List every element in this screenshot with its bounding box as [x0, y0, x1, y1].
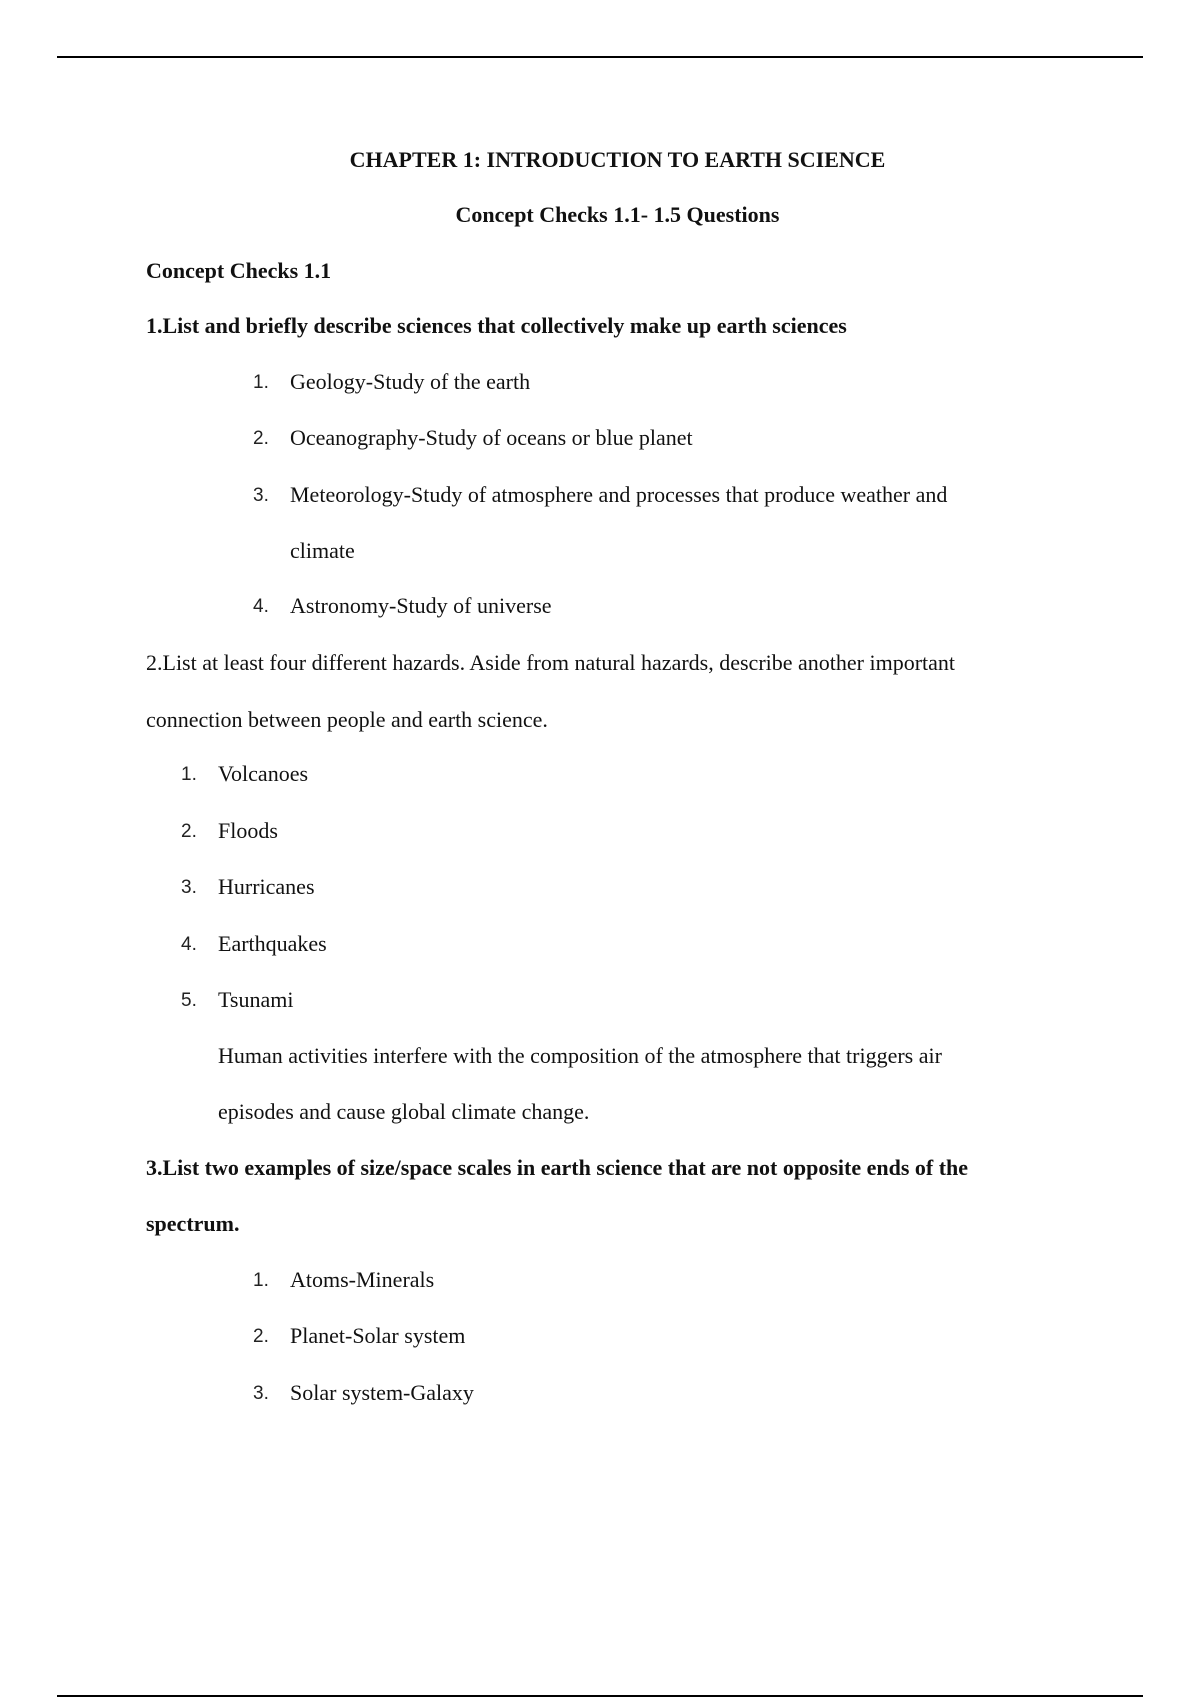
list-item-text: Atoms-Minerals [290, 1267, 435, 1292]
list-item-number: 1. [253, 1270, 269, 1291]
list-item-text: Hurricanes [218, 874, 315, 899]
list-item-number: 2. [253, 1326, 269, 1347]
list-item-number: 2. [181, 821, 197, 842]
chapter-title: CHAPTER 1: INTRODUCTION TO EARTH SCIENCE [349, 147, 886, 172]
list-item-number: 4. [253, 596, 269, 617]
list-item-text: Geology-Study of the earth [290, 369, 531, 394]
bottom-rule [57, 1695, 1143, 1697]
q2-note-line-1: Human activities interfere with the composition of the atmosphere that triggers air [218, 1043, 942, 1068]
list-item-text: Volcanoes [218, 761, 309, 786]
list-item-text: Earthquakes [218, 931, 327, 956]
q2-note-line-2: episodes and cause global climate change. [218, 1099, 590, 1124]
question-1: 1.List and briefly describe sciences that collectively make up earth sciences [146, 313, 847, 338]
list-item-number: 3. [181, 877, 197, 898]
section-heading: Concept Checks 1.1 [146, 258, 332, 283]
question-2-line-2: connection between people and earth science. [146, 707, 548, 732]
list-item-number: 3. [253, 485, 269, 506]
list-item-number: 3. [253, 1383, 269, 1404]
concept-checks-subtitle: Concept Checks 1.1- 1.5 Questions [455, 202, 780, 227]
list-item-text: Floods [218, 818, 278, 843]
list-item-number: 1. [253, 372, 269, 393]
question-3-line-1: 3.List two examples of size/space scales in earth science that are not opposite ends of the [146, 1155, 969, 1180]
list-item-text: Oceanography-Study of oceans or blue planet [290, 425, 693, 450]
list-item-number: 5. [181, 990, 197, 1011]
list-item-number: 1. [181, 764, 197, 785]
list-item-text: Tsunami [218, 987, 294, 1012]
question-3-line-2: spectrum. [146, 1211, 240, 1236]
list-item-text: Astronomy-Study of universe [290, 593, 552, 618]
list-item-text: Solar system-Galaxy [290, 1380, 474, 1405]
list-item-text: Planet-Solar system [290, 1323, 466, 1348]
list-item-number: 2. [253, 428, 269, 449]
list-item-text: Meteorology-Study of atmosphere and processes that produce weather and [290, 482, 948, 507]
list-item-number: 4. [181, 934, 197, 955]
list-item-continuation: climate [290, 538, 355, 563]
question-2-line-1: 2.List at least four different hazards. Aside from natural hazards, describe another important [146, 650, 956, 675]
